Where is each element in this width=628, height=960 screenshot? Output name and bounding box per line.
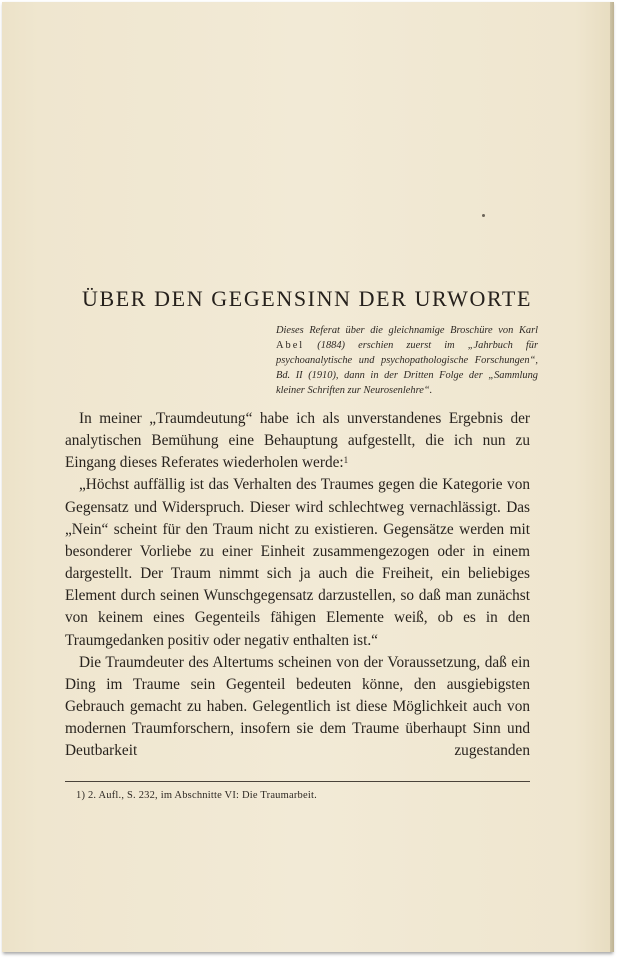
paragraph-3: Die Traumdeuter des Altertums scheinen von der Voraussetzung, daß ein Ding im Traume sein Gegenteil bedeuten könne, den ausgiebigsten Gebrauch gemacht zu haben. Gelegentlich ist diese Möglichkeit auch von modernen Traumforschern, insofern sie dem Traume überhaupt Sinn und Deutbarkeit zugestanden (65, 653, 530, 760)
footnote-divider (65, 781, 530, 782)
footnote: 1) 2. Aufl., S. 232, im Abschnitte VI: Die Traumarbeit. (76, 790, 317, 801)
body-text (65, 408, 530, 763)
note-text-1: Dieses Referat über die gleichnamige Broschüre von Karl (276, 325, 538, 336)
paragraph-2: „Höchst auffällig ist das Verhalten des Traumes gegen die Kategorie von Gegensatz und Widerspruch. Dieser wird schlechtweg vernachlässigt. Das „Nein“ scheint für den Traum nicht zu existieren. Gegensätze werden mit besonderer Vorliebe zu einer Einheit zusammengezogen oder in einem dargestellt. Der Traum nimmt sich ja auch die Freiheit, ein beliebiges Element durch seinen Wunschgegensatz darzustellen, so daß man zunächst von keinem eines Gegenteils fähigen Elemente weiß, ob es in den Traumgedanken positiv oder negativ enthalten ist.“ (65, 476, 530, 649)
note-text-2: (1884) erschien zuerst im „Jahrbuch für psychoanalytische und psychopathologische Forschungen“, Bd. II (1910), dann in der Dritten Folge der „Sammlung kleiner Schriften zur Neurosenlehre“. (276, 340, 538, 397)
footnote-reference: 1 (343, 455, 349, 466)
note-author: Abel (276, 340, 305, 352)
chapter-title: ÜBER DEN GEGENSINN DER URWORTE (82, 286, 532, 311)
paragraph-1-text: In meiner „Traumdeutung“ habe ich als unverstandenes Ergebnis der analytischen Bemühung eine Behauptung aufgestellt, die ich nun zu Eingang dieses Referates wiederholen werde: (65, 410, 530, 472)
paragraph-1 (65, 408, 530, 474)
book-page (2, 2, 612, 952)
paper-speck (482, 214, 485, 217)
page-edge (610, 2, 614, 952)
publication-note (276, 323, 538, 398)
